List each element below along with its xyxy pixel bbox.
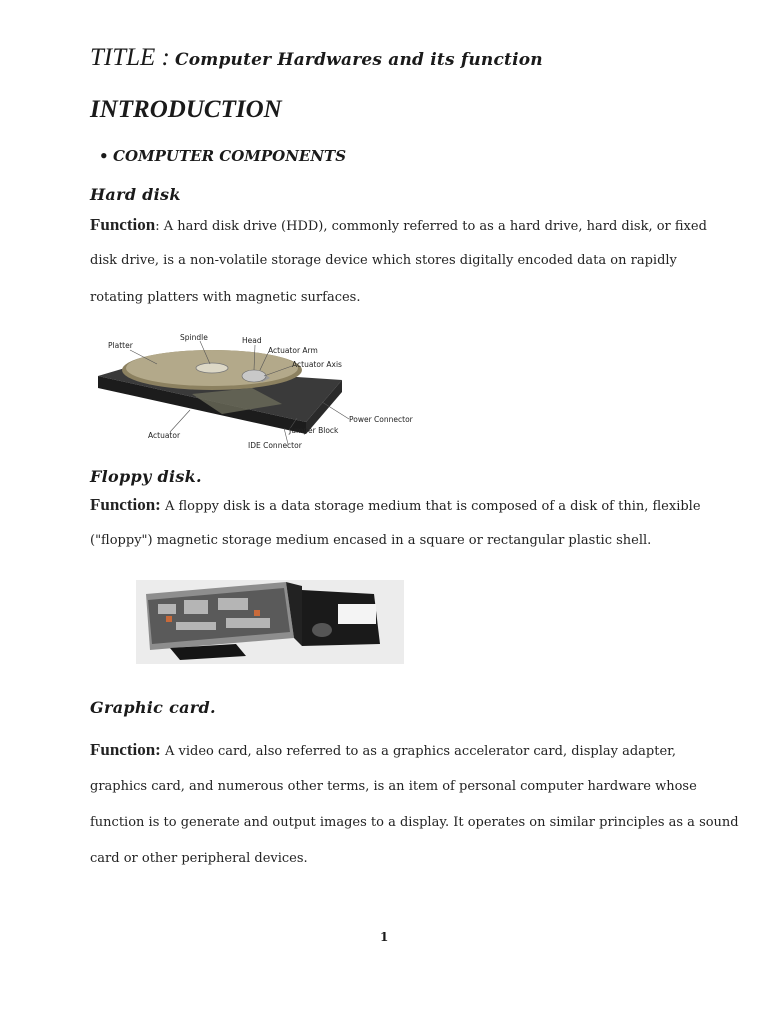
diskette-hub <box>312 623 332 637</box>
hard-disk-diagram <box>92 330 452 452</box>
graphic-line-4: card or other peripheral devices. <box>90 851 308 866</box>
graphic-line-1 <box>90 740 676 760</box>
paragraph-text: A video card, also referred to as a graphics accelerator card, display adapter, <box>160 744 677 759</box>
floppy-drive-photo <box>136 580 404 664</box>
function-label: Function: <box>90 495 161 514</box>
floppy-disk-heading: Floppy disk. <box>90 467 202 486</box>
label-spindle: Spindle <box>180 333 208 342</box>
bullet-icon: • <box>99 147 109 165</box>
hard-disk-heading: Hard disk <box>90 185 181 204</box>
hard-disk-line-2: disk drive, is a non-volatile storage device which stores digitally encoded data on rapidly <box>90 253 677 268</box>
function-label: Function: <box>90 740 161 759</box>
graphic-line-2: graphics card, and numerous other terms, is an item of personal computer hardware whose <box>90 779 697 794</box>
title-value: Computer Hardwares and its function <box>174 50 543 70</box>
graphic-card-heading: Graphic card. <box>90 698 216 717</box>
spindle-hub <box>196 363 228 373</box>
label-power-connector: Power Connector <box>349 415 413 424</box>
paragraph-text: A floppy disk is a data storage medium that is composed of a disk of thin, flexible <box>160 499 701 514</box>
graphic-line-3: function is to generate and output images to a display. It operates on similar principles as a sound <box>90 815 739 830</box>
bullet-computer-components <box>99 147 347 165</box>
label-actuator-axis: Actuator Axis <box>292 360 342 369</box>
actuator-axis-shape <box>242 370 266 382</box>
paragraph-text: A hard disk drive (HDD), commonly referred to as a hard drive, hard disk, or fixed <box>159 219 707 234</box>
label-actuator: Actuator <box>148 431 181 440</box>
document-title <box>90 44 543 72</box>
title-key: TITLE : <box>90 44 170 71</box>
label-ide-connector: IDE Connector <box>248 441 302 450</box>
label-jumper-block: Jumper Block <box>289 426 339 435</box>
function-colon: : <box>155 219 160 234</box>
hard-disk-line-1 <box>90 215 707 235</box>
introduction-heading: INTRODUCTION <box>90 96 282 123</box>
diskette-label <box>338 604 376 624</box>
floppy-line-1 <box>90 495 701 515</box>
floppy-line-2: ("floppy") magnetic storage medium encased in a square or rectangular plastic shell. <box>90 533 652 548</box>
label-platter: Platter <box>108 341 133 350</box>
bullet-text: COMPUTER COMPONENTS <box>113 147 347 165</box>
label-head: Head <box>242 336 262 345</box>
label-actuator-arm: Actuator Arm <box>268 346 318 355</box>
page-number: 1 <box>380 930 389 944</box>
function-label: Function <box>90 215 156 234</box>
hard-disk-line-3: rotating platters with magnetic surfaces. <box>90 290 361 305</box>
